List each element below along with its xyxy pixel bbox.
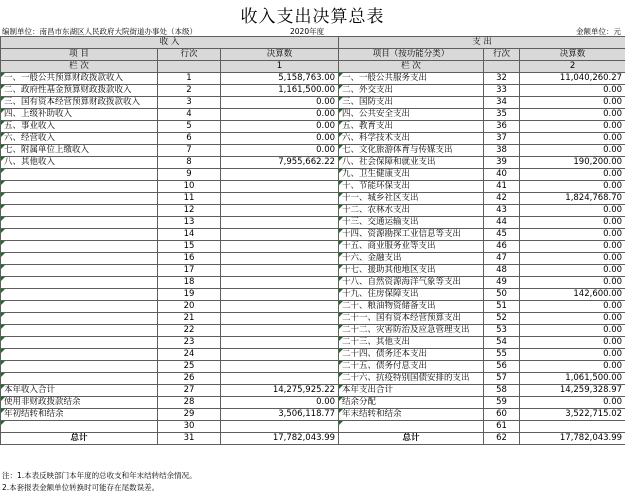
income-row-no-cell: 3: [158, 97, 221, 109]
expense-row-no-cell: 33: [484, 85, 520, 97]
income-amount-cell: [221, 361, 339, 373]
expense-row-no-cell: 38: [484, 145, 520, 157]
table-row: [1, 409, 625, 421]
expense-row-no-blank: [484, 61, 520, 73]
income-amount-cell: [221, 349, 339, 361]
expense-amount-cell: 0.00: [520, 241, 625, 253]
expense-row-no-cell: 49: [484, 277, 520, 289]
expense-row-no-cell: 52: [484, 313, 520, 325]
expense-row-no-cell: 51: [484, 301, 520, 313]
expense-item-cell: 二十一、国有资本经营预算支出: [339, 313, 484, 325]
budget-table: [0, 36, 625, 445]
expense-amount-cell: 0.00: [520, 397, 625, 409]
income-item-cell: 四、上级补助收入: [1, 109, 158, 121]
income-amount-header: 决算数: [221, 49, 339, 61]
income-row-no-cell: 25: [158, 361, 221, 373]
income-amount-cell: [221, 241, 339, 253]
expense-item-cell: 二十六、抗疫特别国债安排的支出: [339, 373, 484, 385]
table-row: [1, 289, 625, 301]
header-row-columns: [1, 49, 625, 61]
expense-item-cell: 十三、交通运输支出: [339, 217, 484, 229]
table-row: [1, 385, 625, 397]
income-item-cell: [1, 193, 158, 205]
expense-amount-cell: 0.00: [520, 85, 625, 97]
table-row: [1, 109, 625, 121]
expense-item-cell: 十一、城乡社区支出: [339, 193, 484, 205]
expense-item-cell: 六、科学技术支出: [339, 133, 484, 145]
table-row: [1, 253, 625, 265]
expense-item-cell: [339, 421, 484, 433]
expense-row-no-cell: 57: [484, 373, 520, 385]
expense-amount-cell: 0.00: [520, 217, 625, 229]
expense-row-no-cell: 55: [484, 349, 520, 361]
income-row-no-cell: 8: [158, 157, 221, 169]
income-row-no-cell: 18: [158, 277, 221, 289]
expense-row-no-cell: 60: [484, 409, 520, 421]
expense-amount-cell: 14,259,328.97: [520, 385, 625, 397]
income-amount-cell: [221, 205, 339, 217]
expense-item-cell: 三、国防支出: [339, 97, 484, 109]
income-amount-cell: 5,158,763.00: [221, 73, 339, 85]
income-amount-cell: [221, 181, 339, 193]
income-row-no-cell: 9: [158, 169, 221, 181]
income-item-cell: 二、政府性基金预算财政拨款收入: [1, 85, 158, 97]
income-row-no-cell: 2: [158, 85, 221, 97]
income-amount-cell: [221, 421, 339, 433]
expense-item-cell: 二十五、债务付息支出: [339, 361, 484, 373]
income-item-header: 项 目: [1, 49, 158, 61]
income-row-no-cell: 24: [158, 349, 221, 361]
currency-unit: 金额单位：元: [576, 27, 621, 36]
income-amount-cell: 3,506,118.77: [221, 409, 339, 421]
income-item-cell: [1, 361, 158, 373]
expense-row-no-cell: 34: [484, 97, 520, 109]
income-amount-cell: [221, 217, 339, 229]
income-row-no-cell: 4: [158, 109, 221, 121]
income-amount-cell: [221, 325, 339, 337]
expense-amount-cell: 0.00: [520, 361, 625, 373]
income-row-no-cell: 16: [158, 253, 221, 265]
income-header: 收 入: [1, 37, 339, 49]
income-row-no-cell: 29: [158, 409, 221, 421]
table-row: [1, 313, 625, 325]
table-row: [1, 97, 625, 109]
expense-item-cell: 本年支出合计: [339, 385, 484, 397]
expense-item-cell: 十五、商业服务业等支出: [339, 241, 484, 253]
income-row-no-cell: 15: [158, 241, 221, 253]
income-row-no-cell: 27: [158, 385, 221, 397]
income-amount-cell: [221, 289, 339, 301]
expense-amount-cell: 0.00: [520, 205, 625, 217]
income-item-cell: 七、附属单位上缴收入: [1, 145, 158, 157]
expense-amount-cell: 190,200.00: [520, 157, 625, 169]
expense-row-no-cell: 41: [484, 181, 520, 193]
expense-amount-cell: 17,782,043.99: [520, 433, 625, 445]
expense-amount-cell: 1,824,768.70: [520, 193, 625, 205]
income-amount-cell: [221, 313, 339, 325]
expense-row-no-cell: 62: [484, 433, 520, 445]
expense-row-no-cell: 56: [484, 361, 520, 373]
expense-row-no-cell: 54: [484, 337, 520, 349]
expense-row-no-cell: 45: [484, 229, 520, 241]
expense-row-no-cell: 46: [484, 241, 520, 253]
expense-row-no-cell: 50: [484, 289, 520, 301]
expense-item-cell: 二十三、其他支出: [339, 337, 484, 349]
income-row-no-cell: 21: [158, 313, 221, 325]
expense-column-label: 栏 次: [339, 61, 484, 73]
table-row: [1, 421, 625, 433]
expense-item-cell: 总计: [339, 433, 484, 445]
expense-item-cell: 十七、援助其他地区支出: [339, 265, 484, 277]
income-row-no-cell: 28: [158, 397, 221, 409]
expense-amount-cell: 0.00: [520, 253, 625, 265]
expense-item-cell: 十六、金融支出: [339, 253, 484, 265]
header-row-section: [1, 37, 625, 49]
expense-amount-header: 决算数: [520, 49, 625, 61]
income-amount-cell: 0.00: [221, 133, 339, 145]
expense-amount-cell: 0.00: [520, 301, 625, 313]
expense-row-no-cell: 43: [484, 205, 520, 217]
expense-item-cell: 二十、粮油物资储备支出: [339, 301, 484, 313]
table-row: [1, 301, 625, 313]
expense-item-cell: 四、公共安全支出: [339, 109, 484, 121]
income-row-no-cell: 1: [158, 73, 221, 85]
expense-item-cell: 五、教育支出: [339, 121, 484, 133]
expense-row-no-cell: 47: [484, 253, 520, 265]
expense-item-cell: 十八、自然资源海洋气象等支出: [339, 277, 484, 289]
income-item-cell: [1, 421, 158, 433]
income-item-cell: [1, 253, 158, 265]
table-row: [1, 85, 625, 97]
income-column-number: 1: [221, 61, 339, 73]
expense-amount-cell: 0.00: [520, 265, 625, 277]
table-row: [1, 229, 625, 241]
table-row: [1, 193, 625, 205]
table-row: [1, 337, 625, 349]
income-row-no-cell: 26: [158, 373, 221, 385]
table-row: [1, 265, 625, 277]
expense-row-no-cell: 61: [484, 421, 520, 433]
table-row: [1, 205, 625, 217]
income-amount-cell: 14,275,925.22: [221, 385, 339, 397]
expense-item-cell: 一、一般公共服务支出: [339, 73, 484, 85]
expense-amount-cell: 0.00: [520, 349, 625, 361]
expense-item-cell: 八、社会保障和就业支出: [339, 157, 484, 169]
expense-item-cell: 十九、住房保障支出: [339, 289, 484, 301]
income-item-cell: 使用非财政拨款结余: [1, 397, 158, 409]
expense-row-no-cell: 53: [484, 325, 520, 337]
income-item-cell: 总计: [1, 433, 158, 445]
expense-item-cell: 二十四、债务还本支出: [339, 349, 484, 361]
table-row: [1, 325, 625, 337]
income-amount-cell: [221, 277, 339, 289]
expense-row-no-cell: 59: [484, 397, 520, 409]
expense-amount-cell: 0.00: [520, 145, 625, 157]
income-item-cell: [1, 325, 158, 337]
income-row-no-cell: 19: [158, 289, 221, 301]
income-row-no-cell: 31: [158, 433, 221, 445]
table-row: [1, 217, 625, 229]
income-row-no-cell: 13: [158, 217, 221, 229]
income-row-no-cell: 5: [158, 121, 221, 133]
income-item-cell: 一、一般公共预算财政拨款收入: [1, 73, 158, 85]
expense-row-no-cell: 40: [484, 169, 520, 181]
table-row: [1, 277, 625, 289]
income-amount-cell: 0.00: [221, 397, 339, 409]
expense-row-no-cell: 37: [484, 133, 520, 145]
expense-amount-cell: 0.00: [520, 313, 625, 325]
income-row-no-cell: 6: [158, 133, 221, 145]
table-row: [1, 241, 625, 253]
table-row: [1, 73, 625, 85]
expense-amount-cell: 1,061,500.00: [520, 373, 625, 385]
table-row: [1, 433, 625, 445]
table-body: [1, 37, 625, 445]
footnote-2: 2.本套报表金额单位转换时可能存在尾数误差。: [2, 483, 160, 492]
expense-row-no-cell: 58: [484, 385, 520, 397]
expense-amount-cell: 0.00: [520, 121, 625, 133]
expense-item-header: 项目（按功能分类）: [339, 49, 484, 61]
income-item-cell: [1, 289, 158, 301]
expense-item-cell: 九、卫生健康支出: [339, 169, 484, 181]
income-item-cell: [1, 313, 158, 325]
expense-item-cell: 十四、资源勘探工业信息等支出: [339, 229, 484, 241]
expense-amount-cell: [520, 421, 625, 433]
expense-column-number: 2: [520, 61, 625, 73]
table-row: [1, 397, 625, 409]
expense-amount-cell: 11,040,260.27: [520, 73, 625, 85]
expense-amount-cell: 0.00: [520, 277, 625, 289]
expense-row-no-cell: 36: [484, 121, 520, 133]
income-row-no-cell: 20: [158, 301, 221, 313]
income-row-no-blank: [158, 61, 221, 73]
income-row-no-cell: 12: [158, 205, 221, 217]
income-item-cell: [1, 349, 158, 361]
expense-item-cell: 结余分配: [339, 397, 484, 409]
income-amount-cell: [221, 193, 339, 205]
income-item-cell: [1, 205, 158, 217]
income-amount-cell: 0.00: [221, 121, 339, 133]
income-item-cell: [1, 217, 158, 229]
table-row: [1, 145, 625, 157]
table-row: [1, 157, 625, 169]
table-row: [1, 169, 625, 181]
expense-row-no-cell: 39: [484, 157, 520, 169]
income-item-cell: [1, 229, 158, 241]
expense-amount-cell: 0.00: [520, 109, 625, 121]
income-amount-cell: [221, 337, 339, 349]
expense-row-no-cell: 42: [484, 193, 520, 205]
income-item-cell: [1, 337, 158, 349]
expense-amount-cell: 0.00: [520, 325, 625, 337]
income-row-no-cell: 14: [158, 229, 221, 241]
expense-amount-cell: 0.00: [520, 169, 625, 181]
expense-item-cell: 二十二、灾害防治及应急管理支出: [339, 325, 484, 337]
expense-amount-cell: 0.00: [520, 181, 625, 193]
income-item-cell: [1, 265, 158, 277]
expense-row-no-cell: 32: [484, 73, 520, 85]
expense-row-no-header: 行次: [484, 49, 520, 61]
income-item-cell: [1, 169, 158, 181]
income-amount-cell: [221, 229, 339, 241]
income-amount-cell: [221, 169, 339, 181]
expense-item-cell: 年末结转和结余: [339, 409, 484, 421]
income-item-cell: 六、经营收入: [1, 133, 158, 145]
income-amount-cell: 0.00: [221, 109, 339, 121]
fiscal-year: 2020年度: [290, 27, 325, 36]
income-amount-cell: [221, 253, 339, 265]
income-row-no-cell: 22: [158, 325, 221, 337]
income-row-no-cell: 30: [158, 421, 221, 433]
income-item-cell: 五、事业收入: [1, 121, 158, 133]
income-item-cell: [1, 241, 158, 253]
expense-amount-cell: 0.00: [520, 229, 625, 241]
income-column-label: 栏 次: [1, 61, 158, 73]
income-row-no-header: 行次: [158, 49, 221, 61]
income-amount-cell: [221, 265, 339, 277]
income-amount-cell: 0.00: [221, 97, 339, 109]
income-amount-cell: 17,782,043.99: [221, 433, 339, 445]
expense-amount-cell: 0.00: [520, 337, 625, 349]
income-item-cell: 年初结转和结余: [1, 409, 158, 421]
income-amount-cell: 7,955,662.22: [221, 157, 339, 169]
income-item-cell: 八、其他收入: [1, 157, 158, 169]
income-row-no-cell: 10: [158, 181, 221, 193]
report-title: 收入支出决算总表: [240, 7, 385, 27]
expense-header: 支 出: [339, 37, 625, 49]
income-amount-cell: 1,161,500.00: [221, 85, 339, 97]
income-amount-cell: [221, 373, 339, 385]
expense-amount-cell: 142,600.00: [520, 289, 625, 301]
expense-amount-cell: 0.00: [520, 97, 625, 109]
expense-item-cell: 十、节能环保支出: [339, 181, 484, 193]
income-item-cell: [1, 301, 158, 313]
income-item-cell: [1, 373, 158, 385]
table-row: [1, 121, 625, 133]
income-item-cell: [1, 277, 158, 289]
expense-row-no-cell: 48: [484, 265, 520, 277]
expense-item-cell: 二、外交支出: [339, 85, 484, 97]
unit-label: 编制单位：南昌市东湖区人民政府大院街道办事处（本级）: [2, 27, 197, 36]
income-item-cell: 三、国有资本经营预算财政拨款收入: [1, 97, 158, 109]
table-row: [1, 133, 625, 145]
income-item-cell: [1, 181, 158, 193]
footnote-1: 注：1.本表反映部门本年度的总收支和年末结转结余情况。: [2, 471, 197, 480]
table-row: [1, 373, 625, 385]
income-item-cell: 本年收入合计: [1, 385, 158, 397]
table-row: [1, 361, 625, 373]
table-row: [1, 349, 625, 361]
income-row-no-cell: 23: [158, 337, 221, 349]
income-row-no-cell: 7: [158, 145, 221, 157]
income-amount-cell: 0.00: [221, 145, 339, 157]
income-row-no-cell: 17: [158, 265, 221, 277]
income-amount-cell: [221, 301, 339, 313]
footnotes: [2, 470, 197, 494]
expense-item-cell: 十二、农林水支出: [339, 205, 484, 217]
header-row-column-index: [1, 61, 625, 73]
expense-row-no-cell: 44: [484, 217, 520, 229]
expense-amount-cell: 3,522,715.02: [520, 409, 625, 421]
expense-item-cell: 七、文化旅游体育与传媒支出: [339, 145, 484, 157]
expense-amount-cell: 0.00: [520, 133, 625, 145]
table-row: [1, 181, 625, 193]
expense-row-no-cell: 35: [484, 109, 520, 121]
income-row-no-cell: 11: [158, 193, 221, 205]
